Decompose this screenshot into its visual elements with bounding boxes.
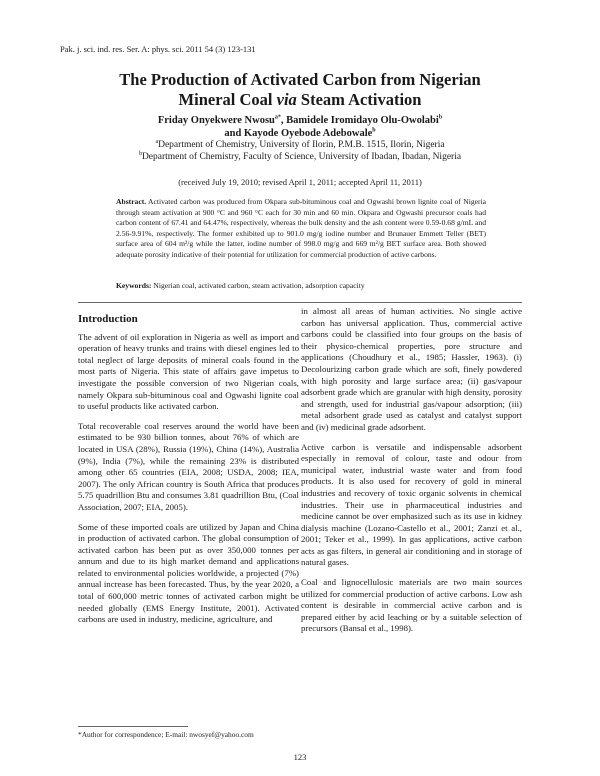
affiliations: [60, 140, 540, 163]
paragraph: The advent of oil exploration in Nigeria as well as import and operation of heavy trunks and trains with diesel engines led to total neglect of large deposits of mineral coals found in the most parts of Nigeria. This state of affairs gave impetus to investigate the possible conversion of two Nigerian coals, namely Okpara sub-bituminous coal and Ogwashi lignite coal to useful products like activated carbon.: [78, 331, 299, 412]
paragraph: Some of these imported coals are utilized by Japan and China in production of activated carbon. The global consumption of activated carbon has been put as over 350,000 tonnes per annum and due to its high market demand and applications related to environmental policies worldwide, a projected (7%) annual increase has been forecasted. Thus, by the year 2020, a total of 600,000 metric tonnes of activated carbon might be needed globally (EMS Energy Institute, 2001). Activated carbons are used in industry, medicine, agriculture, and: [78, 521, 299, 625]
keywords-label: Keywords:: [116, 281, 152, 290]
abstract-text: Activated carbon was produced from Okpara sub-bituminous coal and Ogwashi brown lignite coal of Nigeria through steam activation at 900 °C and 960 °C each for 30 min and 60 min. Okpara and Ogwashi precursor coals had carbon content of 67.41 and 64.47%, respectively, whereas the bulk density and the ash content were 0.59-0.68 g/mL and 2.56-9.91%, respectively. The former exhibited up to 901.0 mg/g iodine number and Brunauer Emmett Teller (BET) surface area of 604 m²/g while the latter, iodine number of 998.0 mg/g and 669 m²/g BET surface area. Both showed adequate porosity indicative of their potential for utilization for commercial production of active carbons.: [116, 197, 487, 259]
paragraph: Coal and lignocellulosic materials are two main sources utilized for commercial production of active carbons. Low ash content is desirable in commercial active carbon and is prepared either by acid leaching or by a suitable selection of precursors (Bansal et al., 1998).: [301, 577, 522, 634]
abstract: [116, 197, 486, 261]
intro-heading: Introduction: [78, 313, 138, 325]
left-column: [78, 306, 299, 634]
affiliation-b: $^b$Department of Chemistry, Faculty of Science, University of Ibadan, Ibadan, Nigeria: [138, 150, 462, 162]
title-line-1: The Production of Activated Carbon from Nigerian: [119, 70, 481, 89]
right-column: [301, 306, 522, 643]
paragraph: in almost all areas of human activities. No single active carbon has universal application. Thus, commercial active carbons could be classified into four groups on the basis of their physico-chemical properties, pore structure and applications (Choudhury et al., 1985; Hassler, 1963). (i) Decolourizing carbon grade which are soft, finely powdered with high porosity and large surface area; (ii) gas/vapour adsorbent grade which are granular with high density, porosity and strength, used for industrial gas/vapour adsorption; (iii) metal adsorbent grade used as catalyst and catalyst support and (iv) medicinal grade adsorbent.: [301, 306, 522, 432]
paragraph: Active carbon is versatile and indispensable adsorbent especially in removal of colour, taste and odour from municipal water, industrial waste water and from food products. It is also used for recovery of gold in mineral industries and recovery of toxic organic solvents in chemical industries. Their use in pharmaceutical industries and medicine cannot be over emphasized such as its use in kidney dialysis machine (Lozano-Castello et al., 2001; Zanzi et al., 2001; Teker et al., 1999). In gas applications, active carbon acts as gas filters, in general air conditioning and in storage of natural gases.: [301, 441, 522, 568]
affiliation-a: $^a$Department of Chemistry, University of Ilorin, P.M.B. 1515, Ilorin, Nigeria: [155, 138, 445, 150]
title-italic-via: via: [276, 90, 297, 109]
keywords: [116, 281, 486, 292]
page-number: 123: [293, 752, 307, 762]
correspondence-footnote: *Author for correspondence; E-mail: nwosyef@yahoo.com: [78, 730, 254, 739]
footnote-divider: [78, 726, 188, 727]
keywords-text: Nigerian coal, activated carbon, steam activation, adsorption capacity: [153, 281, 365, 290]
journal-reference: Pak. j. sci. ind. res. Ser. A: phys. sci. 2011 54 (3) 123-131: [60, 44, 256, 54]
authors-line-2: and Kayode Oyebode Adebowale$^b$: [224, 127, 376, 139]
authors-line-1: Friday Onyekwere Nwosu$^{a*}$, Bamidele Iromidayo Olu-Owolabi$^b$: [157, 114, 443, 126]
abstract-label: Abstract.: [116, 197, 147, 206]
received-dates: (received July 19, 2010; revised April 1, 2011; accepted April 11, 2011): [178, 177, 422, 187]
author-list: [60, 114, 540, 140]
section-divider: [78, 302, 522, 303]
title-line-2: Mineral Coal via Steam Activation: [178, 90, 422, 109]
paragraph: Total recoverable coal reserves around the world have been estimated to be 930 billion tonnes, about 76% of which are located in USA (28%), Russia (19%), China (14%), Australia (9%), India (7%), while the remaining 23% is distributed among other 65 countries (EIA, 2008; USDA, 2008; IEA, 2007). The only African country is South Africa that produces 5.75 quadrillion Btu and consumes 3.81 quadrillion Btu, (Coal Association, 2007; EIA, 2005).: [78, 420, 299, 512]
paper-title: [60, 70, 540, 110]
